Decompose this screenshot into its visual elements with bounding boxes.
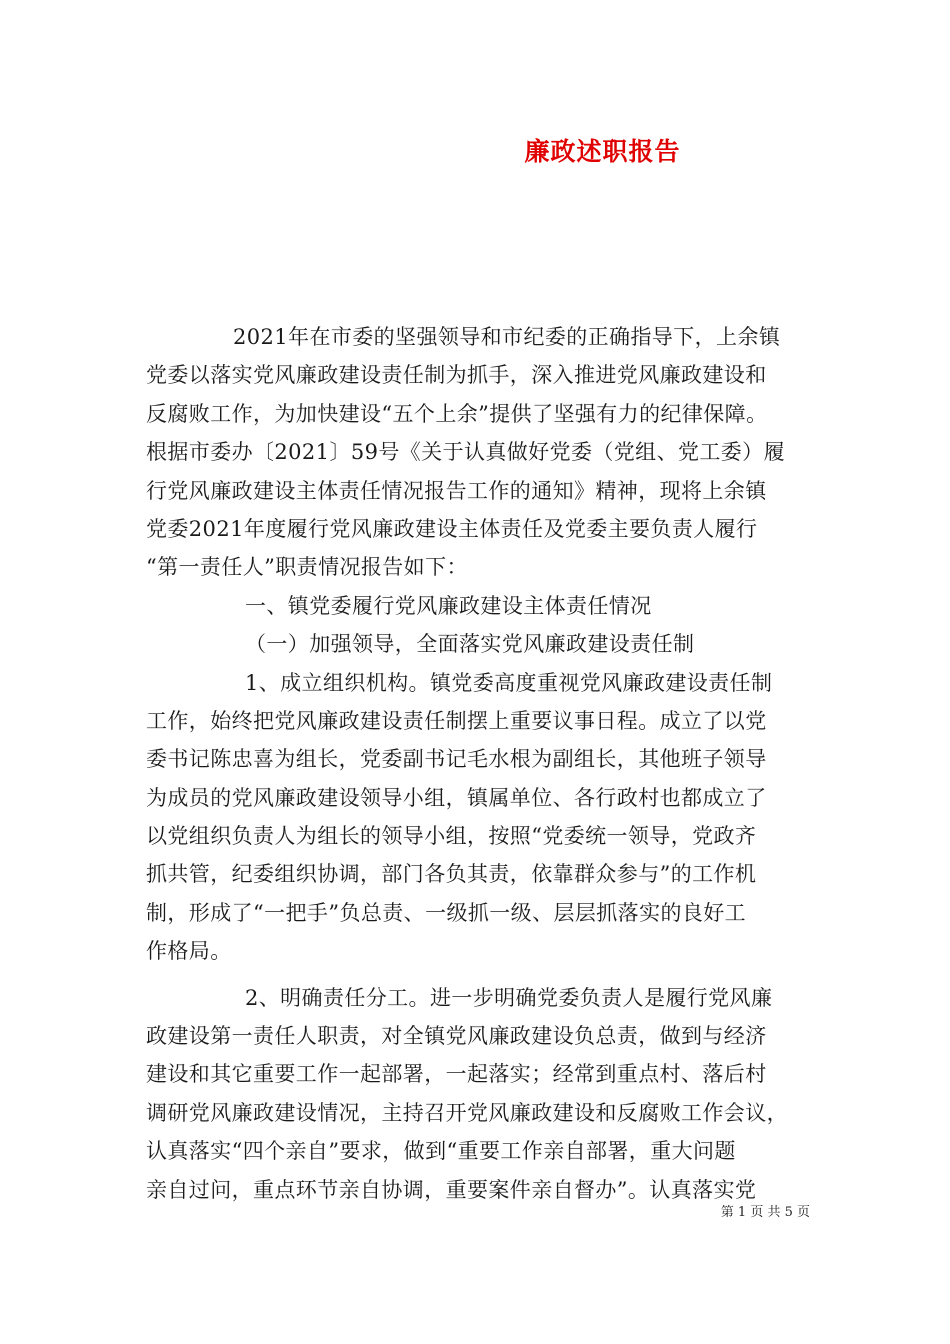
- page-footer: 第 1 页 共 5 页: [720, 1205, 810, 1220]
- text-line: 为成员的党风廉政建设领导小组，镇属单位、各行政村也都成立了: [146, 785, 767, 810]
- text-line: 行党风廉政建设主体责任情况报告工作的通知》精神，现将上余镇: [146, 478, 767, 503]
- text-line: 以党组织负责人为组长的领导小组，按照“党委统一领导，党政齐: [146, 824, 757, 849]
- text-line: 党委以落实党风廉政建设责任制为抓手，深入推进党风廉政建设和: [146, 363, 767, 388]
- text-line: “第一责任人”职责情况报告如下：: [146, 555, 468, 580]
- text-line: 1、成立组织机构。镇党委高度重视党风廉政建设责任制: [245, 670, 773, 695]
- text-line: （一）加强领导，全面落实党风廉政建设责任制: [245, 632, 695, 657]
- text-line: 建设和其它重要工作一起部署，一起落实；经常到重点村、落后村: [146, 1062, 767, 1087]
- text-line: 反腐败工作，为加快建设“五个上余”提供了坚强有力的纪律保障。: [146, 401, 768, 426]
- text-line: 抓共管，纪委组织协调，部门各负其责，依靠群众参与”的工作机: [146, 862, 757, 887]
- text-line: 2021年在市委的坚强领导和市纪委的正确指导下，上余镇: [233, 325, 781, 349]
- text-line: 委书记陈忠喜为组长，党委副书记毛水根为副组长，其他班子领导: [146, 747, 767, 772]
- text-line: 作格局。: [146, 939, 232, 964]
- text-line: 党委2021年度履行党风廉政建设主体责任及党委主要负责人履行: [146, 516, 758, 541]
- text-line: 政建设第一责任人职责，对全镇党风廉政建设负总责，做到与经济: [146, 1024, 767, 1049]
- document-body: [146, 318, 810, 1209]
- text-line: 调研党风廉政建设情况，主持召开党风廉政建设和反腐败工作会议，: [146, 1100, 788, 1125]
- text-line: 2、明确责任分工。进一步明确党委负责人是履行党风廉: [245, 985, 773, 1010]
- document-title: 廉政述职报告: [524, 137, 681, 166]
- text-line: 认真落实“四个亲自”要求，做到“重要工作亲自部署，重大问题: [146, 1139, 736, 1164]
- text-line: 制，形成了“一把手”负总责、一级抓一级、层层抓落实的良好工: [146, 900, 747, 925]
- text-line: 亲自过问，重点环节亲自协调，重要案件亲自督办”。认真落实党: [146, 1177, 757, 1202]
- paragraph-gap: [146, 971, 810, 979]
- text-line: 根据市委办〔2021〕59号《关于认真做好党委（党组、党工委）履: [146, 440, 785, 465]
- text-line: 一、镇党委履行党风廉政建设主体责任情况: [245, 593, 652, 618]
- text-line: 工作，始终把党风廉政建设责任制摆上重要议事日程。成立了以党: [146, 708, 767, 733]
